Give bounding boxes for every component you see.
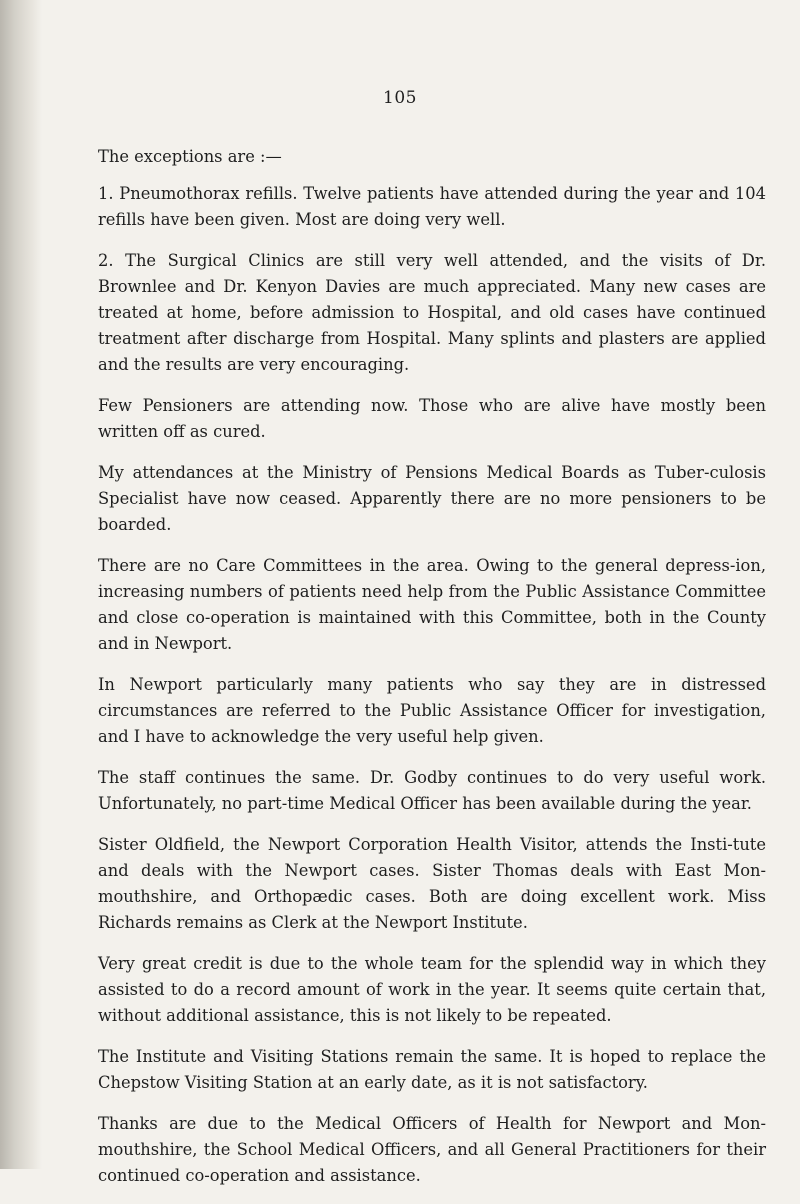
paragraph-pensioners: Few Pensioners are attending now. Those who are alive have mostly been written off as cured. bbox=[98, 396, 766, 441]
document-body bbox=[98, 144, 766, 1204]
intro-line: The exceptions are :— bbox=[98, 147, 282, 166]
paragraph-newport-assistance: In Newport particularly many patients who say they are in distressed circumstances are referred to the Public Assistance Officer for investigation, and I have to acknowledge the very useful help given. bbox=[98, 675, 766, 746]
paragraph-medical-boards: My attendances at the Ministry of Pensions Medical Boards as Tuber-culosis Specialist have now ceased. Apparently there are no more pensioners to be boarded. bbox=[98, 463, 766, 534]
paragraph-team-credit: Very great credit is due to the whole team for the splendid way in which they assisted to do a record amount of work in the year. It seems quite certain that, without additional assistance, this is not likely to be repeated. bbox=[98, 954, 766, 1025]
page-number: 105 bbox=[383, 88, 417, 108]
paragraph-thanks: Thanks are due to the Medical Officers of Health for Newport and Mon-mouthshire, the School Medical Officers, and all General Practitioners for their continued co-operation and assistance. bbox=[98, 1114, 766, 1185]
paragraph-visiting-stations: The Institute and Visiting Stations remain the same. It is hoped to replace the Chepstow Visiting Station at an early date, as it is not satisfactory. bbox=[98, 1047, 766, 1092]
paragraph-pneumothorax: 1. Pneumothorax refills. Twelve patients have attended during the year and 104 refills have been given. Most are doing very well. bbox=[98, 184, 766, 229]
page-edge-shadow bbox=[0, 0, 42, 1169]
paragraph-staff: The staff continues the same. Dr. Godby continues to do very useful work. Unfortunately, no part-time Medical Officer has been available during the year. bbox=[98, 768, 766, 813]
paragraph-care-committees: There are no Care Committees in the area. Owing to the general depress-ion, increasing numbers of patients need help from the Public Assistance Committee and close co-operation is maintained with this Committee, both in the County and in Newport. bbox=[98, 556, 766, 653]
paragraph-surgical-clinics: 2. The Surgical Clinics are still very well attended, and the visits of Dr. Brownlee and Dr. Kenyon Davies are much appreciated. Many new cases are treated at home, before admission to Hospital, and old cases have continued treatment after discharge from Hospital. Many splints and plasters are applied and the results are very encouraging. bbox=[98, 251, 766, 374]
paragraph-sisters: Sister Oldfield, the Newport Corporation Health Visitor, attends the Insti-tute and deals with the Newport cases. Sister Thomas deals with East Mon-mouthshire, and Orthopædic cases. Both are doing excellent work. Miss Richards remains as Clerk at the Newport Institute. bbox=[98, 835, 766, 932]
